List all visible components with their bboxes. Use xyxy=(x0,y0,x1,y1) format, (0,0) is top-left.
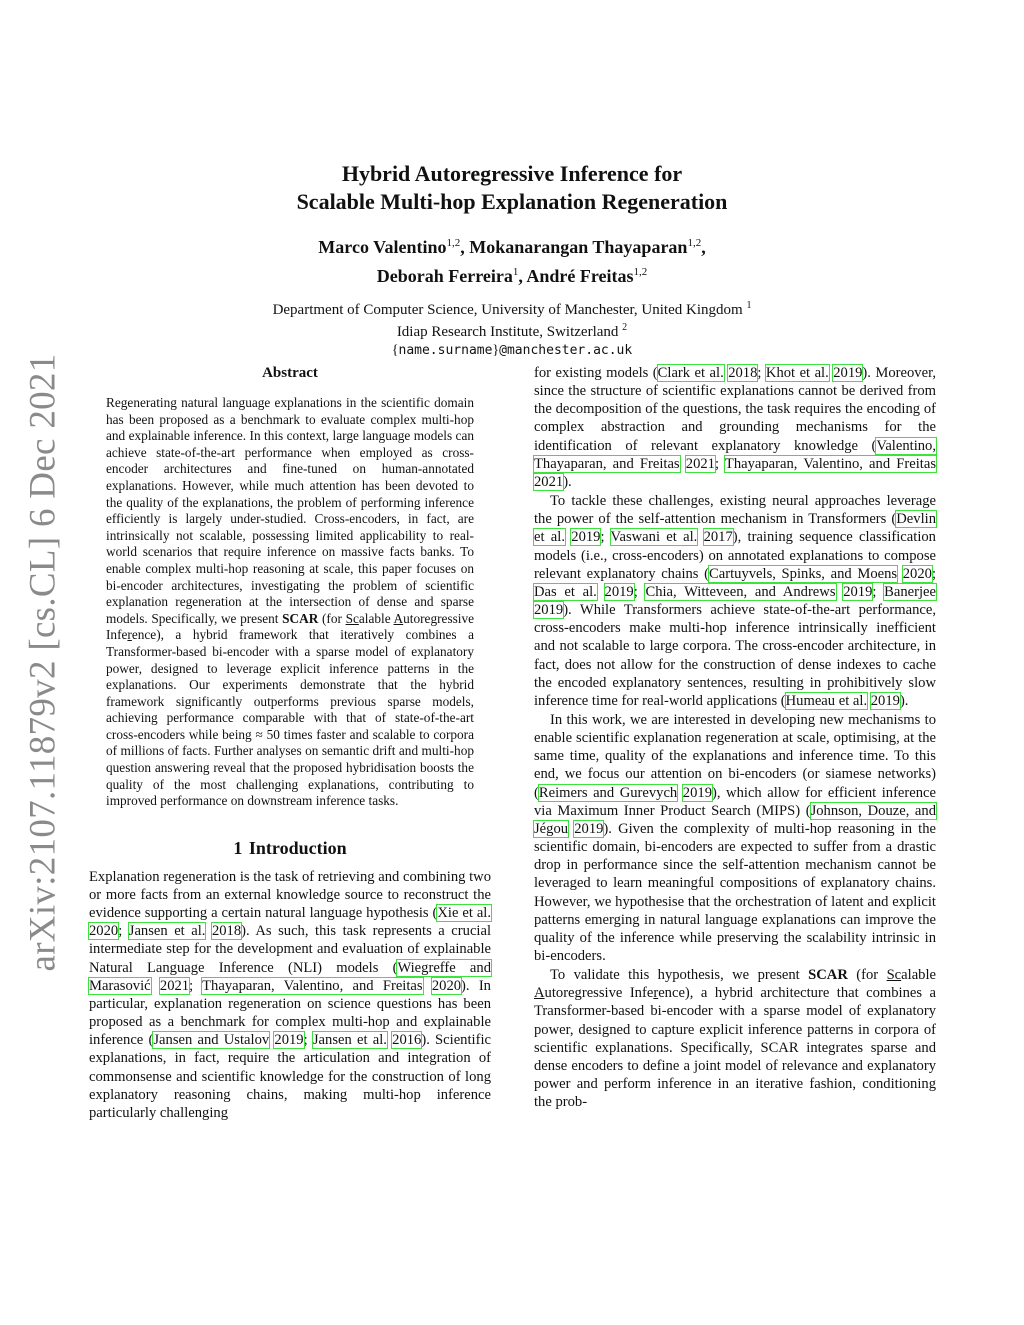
citation-link[interactable]: Clark et al. xyxy=(657,365,724,381)
citation-year-link[interactable]: 2020 xyxy=(431,977,462,994)
citation-link[interactable]: Valentino, Thayaparan, and Freitas xyxy=(534,437,936,472)
affiliation-idiap: Idiap Research Institute, Switzerland xyxy=(396,324,619,340)
citation-link[interactable]: Humeau et al. xyxy=(785,692,868,709)
affiliations xyxy=(100,297,924,341)
body-paragraph: for existing models (Clark et al. 2018; Khot et al. 2019). Moreover, since the structure of scientific explanations cannot be derived from the decomposition of the questions, the task requires the encoding of complex abstraction and grounding mechanisms for the identification of relevant explanatory knowledge (Valentino, Thayaparan, and Freitas 2021; Thayaparan, Valentino, and Freitas 2021). xyxy=(534,365,937,490)
citation-link[interactable]: Jansen et al. xyxy=(312,1032,387,1049)
citation-year-link[interactable]: 2021 xyxy=(534,473,564,490)
affiliation-manchester: Department of Computer Science, University of Manchester, United Kingdom xyxy=(272,302,743,318)
right-column xyxy=(534,364,936,1111)
citation-year-link[interactable]: 2019 xyxy=(604,583,634,600)
citation-year-link[interactable]: 2019 xyxy=(682,784,712,801)
citation-year-link[interactable]: 2019 xyxy=(534,602,564,619)
citation-year-link[interactable]: 2020 xyxy=(89,923,119,940)
arxiv-identifier-text: arXiv:2107.11879v2 [cs.CL] 6 Dec 2021 xyxy=(22,353,64,972)
citation-link[interactable]: Vaswani et al. xyxy=(610,529,698,546)
introduction-paragraph: Explanation regeneration is the task of retrieving and combining two or more facts from an external knowledge source to reconstruct the evidence supporting a certain natural language hypothesis (Xie et al. 2020; Jansen et al. 2018). As such, this task represents a crucial intermediate step for the development and evaluation of explainable Natural Language Inference (NLI) models (Wiegreffe and Marasović 2021; Thayaparan, Valentino, and Freitas 2020). In particular, explanation regeneration on science questions has been proposed as a benchmark for complex multi-hop and explainable inference (Jansen and Ustalov 2019; Jansen et al. 2016). Scientific explanations, in fact, require the articulation and integration of commonsense and scientific knowledge for the construction of long explanatory reasoning chains, making multi-hop inference particularly challenging xyxy=(89,868,492,1121)
body-paragraph: To tackle these challenges, existing neural approaches leverage the power of the self-attention mechanism in Transformers (Devlin et al. 2019; Vaswani et al. 2017), training sequence classification models (i.e., cross-encoders) on annotated explanations to compose relevant explanatory chains (Cartuyvels, Spinks, and Moens 2020; Das et al. 2019; Chia, Witteveen, and Andrews 2019; Banerjee 2019). While Transformers achieve state-of-the-art performance, cross-encoders make multi-hop inference intrinsically inefficient and not scalable to large corpora. The cross-encoder architecture, in fact, does not allow for the construction of dense indexes to cache the encoded explanatory sentences, resulting in prohibitively slow inference time for real-world applications (Humeau et al. 2019). xyxy=(534,493,937,709)
paper-title xyxy=(100,160,924,216)
citation-year-link[interactable]: 2017 xyxy=(703,529,733,546)
title-line-2: Scalable Multi-hop Explanation Regeneration xyxy=(296,189,728,214)
author-list: Marco Valentino$^{1,2}$, Mokanarangan Thayaparan$^{1,2}$, Deborah Ferreira$^1$, André Freitas$^{1,2}$ xyxy=(318,237,706,286)
citation-year-link[interactable]: 2021 xyxy=(685,455,715,472)
citation-link[interactable]: Jansen et al. xyxy=(128,923,206,940)
citation-link[interactable]: Thayaparan, Valentino, and Freitas xyxy=(724,455,936,472)
citation-year-link[interactable]: 2021 xyxy=(159,977,190,994)
citation-year-link[interactable]: 2019 xyxy=(574,820,604,837)
citation-year-link[interactable]: 2016 xyxy=(392,1032,422,1049)
citation-year-link[interactable]: 2019 xyxy=(833,365,863,381)
citation-link[interactable]: Das et al. xyxy=(534,583,597,600)
citation-year-link[interactable]: 2018 xyxy=(728,365,758,381)
author-affiliation-mark: 1,2 xyxy=(446,237,461,249)
abstract-heading: Abstract xyxy=(262,365,318,381)
section-heading-introduction: 1 Introduction xyxy=(233,837,347,858)
arxiv-identifier xyxy=(16,353,70,972)
citation-link[interactable]: Chia, Witteveen, and Andrews xyxy=(645,583,836,600)
author-name: Mokanarangan Thayaparan xyxy=(469,237,688,257)
citation-link[interactable]: Jansen and Ustalov xyxy=(153,1032,270,1049)
body-paragraph: In this work, we are interested in developing new mechanisms to enable scientific explanation regeneration at scale, optimising, at the same time, quality of the explanations and inference time. To this end, we focus our attention on bi-encoders (or siamese networks) (Reimers and Gurevych 2019), which allow for efficient inference via Maximum Inner Product Search (MIPS) (Johnson, Douze, and Jégou 2019). Given the complexity of multi-hop reasoning in the scientific domain, bi-encoders are expected to suffer from a drastic drop in performance since the self-attention mechanism cannot be leveraged to learn meaningful compositions of explanatory chains. However, we hypothesise that the orchestration of latent and explicit patterns emerging in natural language explanations can improve the quality of the inference while preserving the scalability intrinsic in bi-encoders. xyxy=(534,711,937,964)
paper-header xyxy=(100,160,924,361)
author-affiliation-mark: 1,2 xyxy=(687,237,702,249)
citation-link[interactable]: Banerjee xyxy=(884,583,937,600)
citation-year-link[interactable]: 2019 xyxy=(870,692,900,709)
citation-link[interactable]: Johnson, Douze, and Jégou xyxy=(534,802,936,837)
citation-link[interactable]: Reimers and Gurevych xyxy=(538,784,678,801)
citation-link[interactable]: Cartuyvels, Spinks, and Moens xyxy=(709,565,898,582)
author-affiliation-mark: 1,2 xyxy=(633,266,648,278)
affiliation-mark: 1 xyxy=(746,300,752,311)
citation-link[interactable]: Khot et al. xyxy=(765,365,829,381)
body-paragraph: To validate this hypothesis, we present SCAR (for Scalable Autoregressive Inference), a hybrid architecture that combines a Transformer-based bi-encoder with a sparse model of explanatory power, designed to capture explicit inference patterns in corpora of scientific explanations. Specifically, SCAR integrates sparse and dense encoders to define a joint model of relevance and explanatory power and perform inference in an iterative fashion, conditioning the prob- xyxy=(534,967,936,1111)
left-column xyxy=(89,364,491,1122)
author-name: Deborah Ferreira xyxy=(376,266,513,286)
citation-link[interactable]: Xie et al. xyxy=(437,905,491,922)
author-name: Marco Valentino xyxy=(318,237,447,257)
citation-year-link[interactable]: 2018 xyxy=(211,923,242,940)
citation-link[interactable]: Thayaparan, Valentino, and Freitas xyxy=(202,977,423,994)
citation-year-link[interactable]: 2020 xyxy=(902,565,932,582)
affiliation-mark: 2 xyxy=(622,322,628,333)
title-line-1: Hybrid Autoregressive Inference for xyxy=(341,161,683,186)
author-email: {name.surname}@manchester.ac.uk xyxy=(391,343,633,358)
citation-year-link[interactable]: 2019 xyxy=(571,529,601,546)
citation-link[interactable]: Wiegreffe and Marasović xyxy=(89,959,491,994)
citation-year-link[interactable]: 2019 xyxy=(274,1032,304,1049)
author-name: André Freitas xyxy=(526,266,634,286)
citation-link[interactable]: Devlin et al. xyxy=(534,511,936,546)
abstract-text: Regenerating natural language explanations in the scientific domain has been proposed as a benchmark to evaluate complex multi-hop and explainable inference. In this context, large language models can achieve state-of-the-art performance when employed as cross-encoder architectures and fine-tuned on human-annotated explanations. However, while much attention has been devoted to the quality of the explanations, the problem of performing inference efficiently is largely under-studied. Cross-encoders, in fact, are intrinsically not scalable, possessing limited applicability to real-world scenarios that require inference on massive facts banks. To enable complex multi-hop reasoning at scale, this paper focuses on bi-encoder architectures, investigating the problem of scientific explanation regeneration at the intersection of dense and sparse models. Specifically, we present SCAR (for Scalable Autoregressive Inference), a hybrid framework that iteratively combines a Transformer-based bi-encoder with a sparse model of explanatory power, designed to leverage explicit inference patterns in the explanations. Our experiments demonstrate that the hybrid framework significantly outperforms previous sparse models, achieving performance comparable with that of state-of-the-art cross-encoders while being ≈ 50 times faster and scalable to corpora of millions of facts. Further analyses on semantic drift and multi-hop question answering reveal that the proposed hybridisation boosts the quality of the most challenging explanations, contributing to improved performance on downstream inference tasks. xyxy=(106,395,475,809)
citation-year-link[interactable]: 2019 xyxy=(843,583,873,600)
author-affiliation-mark: 1 xyxy=(512,266,519,278)
